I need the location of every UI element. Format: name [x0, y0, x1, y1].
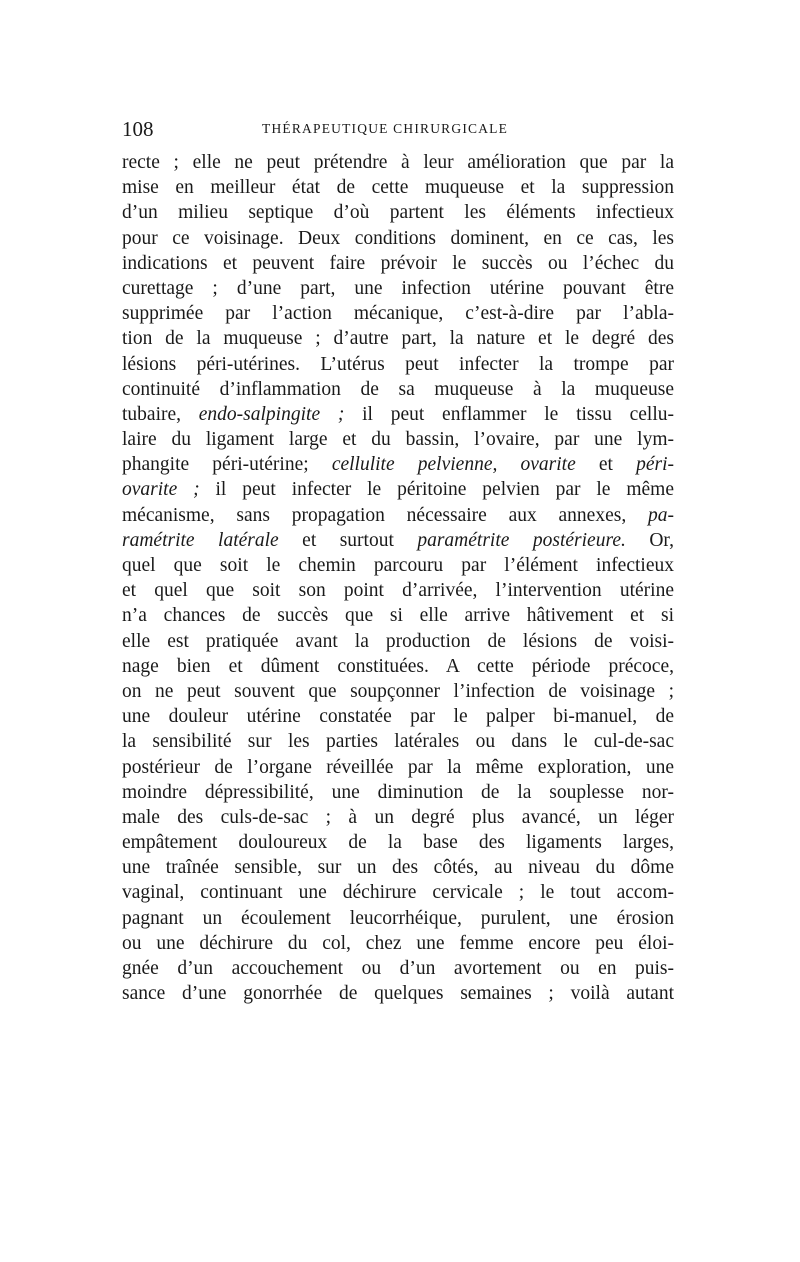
italic-run: endo-salpingite ; — [198, 403, 345, 425]
text-run: mécanisme, sans propagation nécessaire aux annexes, — [122, 504, 648, 526]
text-line-content: elle est pratiquée avant la production de lésions de voisi- — [122, 630, 674, 652]
italic-run: cellulite pelvienne, ovarite — [331, 454, 576, 476]
text-line-content: recte ; elle ne peut prétendre à leur amélioration que par la — [122, 152, 674, 173]
body-text — [122, 150, 674, 1006]
text-line-content: moindre dépressibilité, une diminution de la souplesse nor- — [122, 781, 674, 803]
text-line — [122, 704, 674, 729]
text-line — [122, 679, 674, 704]
text-line — [122, 251, 674, 276]
text-line-content: sance d’une gonorrhée de quelques semaines ; voilà autant — [122, 983, 674, 1005]
running-title: THÉRAPEUTIQUE CHIRURGICALE — [262, 121, 509, 136]
text-line-content: nage bien et dûment constituées. A cette période précoce, — [122, 655, 674, 677]
text-line — [122, 755, 674, 780]
italic-run: paramétrite postérieure. — [417, 529, 626, 551]
text-line — [122, 553, 674, 578]
text-line-content: n’a chances de succès que si elle arrive hâtivement et si — [122, 605, 674, 627]
text-line — [122, 402, 674, 427]
text-line — [122, 780, 674, 805]
page-number: 108 — [122, 117, 154, 141]
text-line-content — [122, 452, 674, 477]
text-line-content: gnée d’un accouchement ou d’un avortement ou en puis- — [122, 958, 674, 979]
text-line-content: et quel que soit son point d’arrivée, l’intervention utérine — [122, 580, 674, 602]
text-line — [122, 880, 674, 905]
text-line-content — [122, 477, 674, 502]
text-line — [122, 528, 674, 553]
text-line — [122, 301, 674, 326]
text-line — [122, 427, 674, 452]
text-line — [122, 578, 674, 603]
text-line-content: une traînée sensible, sur un des côtés, au niveau du dôme — [122, 857, 674, 879]
text-line — [122, 855, 674, 880]
text-line-content — [122, 528, 674, 553]
text-line — [122, 326, 674, 351]
text-line — [122, 654, 674, 679]
text-run: il peut enflammer le tissu cellu- — [344, 403, 674, 425]
text-line-content: supprimée par l’action mécanique, c’est-à-dire par l’abla- — [122, 303, 674, 325]
text-line — [122, 503, 674, 528]
text-line-content: ou une déchirure du col, chez une femme encore peu éloi- — [122, 932, 674, 954]
text-line-content: continuité d’inflammation de sa muqueuse à la muqueuse — [122, 378, 674, 400]
text-line — [122, 931, 674, 956]
text-line-content: vaginal, continuant une déchirure cervicale ; le tout accom- — [122, 882, 674, 904]
text-line — [122, 603, 674, 628]
text-line-content: quel que soit le chemin parcouru par l’élément infectieux — [122, 555, 674, 576]
text-run: et surtout — [278, 529, 418, 551]
text-line — [122, 981, 674, 1006]
text-line — [122, 226, 674, 251]
text-line — [122, 276, 674, 301]
text-run: Or, — [625, 529, 674, 551]
text-line-content: laire du ligament large et du bassin, l’ovaire, par une lym- — [122, 429, 674, 451]
text-run: et — [575, 454, 637, 476]
italic-run: pa- — [648, 504, 674, 526]
text-line — [122, 830, 674, 855]
text-line — [122, 352, 674, 377]
text-line-content: tion de la muqueuse ; d’autre part, la nature et le degré des — [122, 328, 674, 350]
text-line — [122, 906, 674, 931]
text-line — [122, 175, 674, 200]
text-line — [122, 200, 674, 225]
text-line-content — [122, 402, 674, 427]
italic-run: ramétrite latérale — [122, 529, 279, 551]
italic-run: péri- — [636, 454, 674, 476]
text-line-content: lésions péri-utérines. L’utérus peut infecter la trompe par — [122, 353, 674, 375]
text-line-content: curettage ; d’une part, une infection utérine pouvant être — [122, 277, 674, 299]
text-line-content: une douleur utérine constatée par le palper bi-manuel, de — [122, 706, 674, 728]
text-line-content: pour ce voisinage. Deux conditions dominent, en ce cas, les — [122, 227, 674, 249]
text-line — [122, 956, 674, 981]
text-line-content: on ne peut souvent que soupçonner l’infection de voisinage ; — [122, 680, 674, 702]
text-run: tubaire, — [122, 403, 199, 425]
text-line-content — [122, 503, 674, 528]
text-line — [122, 729, 674, 754]
text-line — [122, 629, 674, 654]
text-line — [122, 452, 674, 477]
text-line-content: indications et peuvent faire prévoir le succès ou l’échec du — [122, 252, 674, 274]
text-line-content: mise en meilleur état de cette muqueuse et la suppression — [122, 177, 674, 199]
text-run: il peut infecter le péritoine pelvien par le même — [199, 479, 674, 501]
text-line-content: la sensibilité sur les parties latérales ou dans le cul-de-sac — [122, 731, 674, 753]
text-run: phangite péri-utérine; — [122, 454, 332, 476]
text-line-content: male des culs-de-sac ; à un degré plus avancé, un léger — [122, 806, 674, 828]
text-line-content: postérieur de l’organe réveillée par la même exploration, une — [122, 756, 674, 778]
italic-run: ovarite ; — [122, 479, 200, 501]
text-line-content: empâtement douloureux de la base des ligaments larges, — [122, 832, 674, 854]
text-line — [122, 805, 674, 830]
text-line-content: d’un milieu septique d’où partent les éléments infectieux — [122, 202, 674, 224]
text-line — [122, 377, 674, 402]
text-line — [122, 477, 674, 502]
text-line-content: pagnant un écoulement leucorrhéique, purulent, une érosion — [122, 907, 674, 929]
text-line — [122, 150, 674, 175]
